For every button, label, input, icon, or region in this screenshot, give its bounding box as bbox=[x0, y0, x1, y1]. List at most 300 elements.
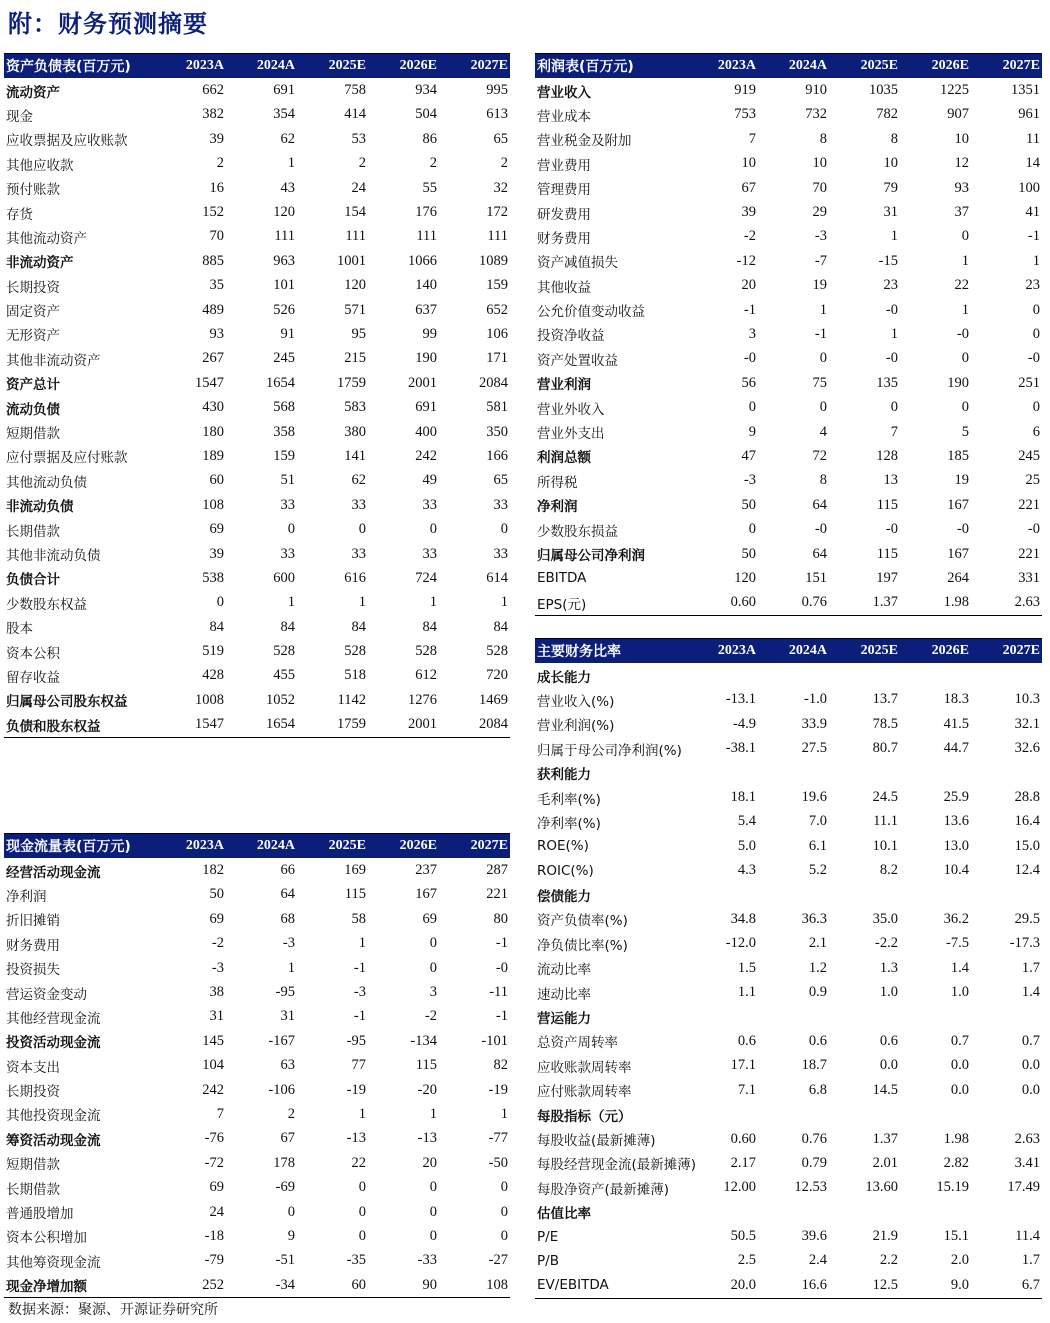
cell-value bbox=[971, 761, 1042, 785]
row-label: 流动资产 bbox=[6, 84, 60, 101]
cell-value: 197 bbox=[876, 569, 898, 586]
cell-value bbox=[829, 761, 900, 785]
cell-value: 0 bbox=[819, 350, 827, 367]
cell-value: 1351 bbox=[1011, 82, 1040, 99]
cell-value: 12.4 bbox=[1014, 862, 1040, 879]
cell-value bbox=[900, 1200, 971, 1224]
cell-value: 84 bbox=[209, 618, 224, 635]
year-header: 2026E bbox=[368, 834, 439, 859]
row-label: 少数股东权益 bbox=[6, 596, 87, 613]
cell-value: 16.6 bbox=[758, 1273, 829, 1298]
cell-value: 12.53 bbox=[794, 1179, 827, 1196]
cell-value bbox=[687, 883, 758, 907]
cell-value: -1 bbox=[743, 301, 756, 318]
cell-value: 25 bbox=[1025, 472, 1040, 489]
table-row bbox=[535, 1176, 1042, 1200]
cell-value: 1066 bbox=[408, 252, 437, 269]
cell-value: -106 bbox=[268, 1081, 295, 1098]
cell-value: 1.98 bbox=[900, 591, 971, 616]
row-label: 应付票据及应付账款 bbox=[6, 450, 128, 467]
row-label: EBITDA bbox=[537, 570, 587, 587]
cell-value: 128 bbox=[876, 447, 898, 464]
cell-value: 1 bbox=[429, 594, 437, 611]
row-label: 预付账款 bbox=[6, 182, 60, 199]
row-label: ROE(%) bbox=[537, 838, 589, 855]
year-header: 2024A bbox=[758, 54, 829, 79]
cell-value: 518 bbox=[344, 667, 366, 684]
row-label: 流动负债 bbox=[6, 401, 60, 418]
table-row bbox=[535, 78, 1042, 102]
table-row bbox=[535, 322, 1042, 346]
table-row bbox=[535, 127, 1042, 151]
cell-value: 1.4 bbox=[950, 959, 969, 976]
table-row bbox=[535, 542, 1042, 566]
table-row bbox=[535, 1078, 1042, 1102]
cell-value: 1.3 bbox=[879, 959, 898, 976]
cell-value: 69 bbox=[209, 910, 224, 927]
cell-value: 95 bbox=[351, 325, 366, 342]
cell-value: 166 bbox=[486, 447, 508, 464]
cell-value: 1.98 bbox=[943, 1130, 969, 1147]
cell-value: 169 bbox=[344, 862, 366, 879]
cell-value bbox=[971, 663, 1042, 687]
cell-value: 251 bbox=[1018, 374, 1040, 391]
cell-value: 0.7 bbox=[1021, 1032, 1040, 1049]
cell-value bbox=[829, 1200, 900, 1224]
cell-value: 538 bbox=[202, 569, 224, 586]
table-row bbox=[4, 274, 510, 298]
cell-value: 1 bbox=[287, 959, 295, 976]
cell-value: 581 bbox=[486, 399, 508, 416]
cell-value: -1 bbox=[814, 325, 827, 342]
cell-value: 430 bbox=[202, 399, 224, 416]
cell-value: 36.2 bbox=[943, 910, 969, 927]
table-row bbox=[535, 517, 1042, 541]
cell-value: 0.6 bbox=[808, 1032, 827, 1049]
cell-value: 33 bbox=[422, 496, 437, 513]
table-row bbox=[4, 127, 510, 151]
cell-value: 20 bbox=[741, 277, 756, 294]
cell-value: 2.17 bbox=[730, 1154, 756, 1171]
row-label: 研发费用 bbox=[537, 206, 591, 223]
row-label: 留存收益 bbox=[6, 669, 60, 686]
cell-value: -33 bbox=[417, 1252, 437, 1269]
cell-value: 7.1 bbox=[737, 1081, 756, 1098]
cell-value: 0 bbox=[1032, 325, 1040, 342]
cell-value: 1142 bbox=[337, 691, 366, 708]
cell-value: 0 bbox=[500, 521, 508, 538]
row-label: 财务费用 bbox=[537, 230, 591, 247]
cell-value bbox=[758, 761, 829, 785]
cell-value: 22 bbox=[351, 1154, 366, 1171]
cell-value bbox=[687, 761, 758, 785]
cell-value: 51 bbox=[280, 472, 295, 489]
cell-value: 1.7 bbox=[1021, 1252, 1040, 1269]
cell-value bbox=[829, 883, 900, 907]
cell-value: 8.2 bbox=[879, 862, 898, 879]
table-row bbox=[4, 493, 510, 517]
table-row bbox=[535, 1273, 1042, 1298]
table-row bbox=[535, 1224, 1042, 1248]
cell-value: 2084 bbox=[439, 713, 510, 738]
cell-value: 8 bbox=[890, 130, 898, 147]
table-row bbox=[535, 103, 1042, 127]
table-header-row bbox=[4, 834, 510, 859]
cell-value: 11 bbox=[1026, 130, 1040, 147]
cell-value: 151 bbox=[805, 569, 827, 586]
table-row bbox=[4, 152, 510, 176]
cell-value: -0 bbox=[885, 521, 898, 538]
cell-value: 382 bbox=[202, 106, 224, 123]
row-label: 股本 bbox=[6, 621, 33, 638]
cell-value: 0.0 bbox=[1021, 1081, 1040, 1098]
cell-value: 0.60 bbox=[687, 591, 758, 616]
year-header: 2027E bbox=[439, 54, 510, 79]
table-row bbox=[535, 1249, 1042, 1273]
cell-value: 0.6 bbox=[737, 1032, 756, 1049]
row-label: 存货 bbox=[6, 206, 33, 223]
cell-value: 22 bbox=[954, 277, 969, 294]
cell-value: 24.5 bbox=[872, 789, 898, 806]
cell-value: 84 bbox=[422, 618, 437, 635]
cell-value: 0.79 bbox=[801, 1154, 827, 1171]
cell-value: 33 bbox=[280, 545, 295, 562]
cell-value: 27.5 bbox=[801, 740, 827, 757]
cell-value: 1547 bbox=[155, 713, 226, 738]
cell-value: 70 bbox=[812, 179, 827, 196]
table-row bbox=[4, 1175, 510, 1199]
cell-value: 111 bbox=[416, 228, 437, 245]
cell-value: 1.2 bbox=[808, 959, 827, 976]
table-row bbox=[4, 1102, 510, 1126]
table-row bbox=[4, 591, 510, 615]
cell-value: 50 bbox=[209, 886, 224, 903]
cell-value: 242 bbox=[202, 1081, 224, 1098]
table-row bbox=[535, 591, 1042, 616]
row-label: 管理费用 bbox=[537, 182, 591, 199]
cell-value: 3 bbox=[748, 325, 756, 342]
cell-value: 12 bbox=[954, 155, 969, 172]
cell-value: -3 bbox=[353, 984, 366, 1001]
cell-value: 120 bbox=[734, 569, 756, 586]
cell-value: 583 bbox=[344, 399, 366, 416]
row-label: 少数股东损益 bbox=[537, 523, 618, 540]
cell-value: 934 bbox=[415, 82, 437, 99]
cell-value: 53 bbox=[351, 130, 366, 147]
cell-value: 963 bbox=[273, 252, 295, 269]
cell-value: 152 bbox=[202, 204, 224, 221]
row-label: 毛利率(%) bbox=[537, 791, 601, 808]
table-row bbox=[4, 956, 510, 980]
row-label: 投资损失 bbox=[6, 962, 60, 979]
cell-value: -0 bbox=[1027, 350, 1040, 367]
row-label: 每股收益(最新摊薄) bbox=[537, 1133, 656, 1149]
table-row bbox=[535, 274, 1042, 298]
cell-value: 11.1 bbox=[873, 813, 898, 830]
row-label: 流动比率 bbox=[537, 962, 591, 979]
table-row bbox=[4, 1224, 510, 1248]
cell-value: -11 bbox=[489, 984, 508, 1001]
cell-value: 2 bbox=[287, 1105, 295, 1122]
year-header: 2027E bbox=[971, 54, 1042, 79]
cell-value: -0 bbox=[1027, 521, 1040, 538]
cell-value: 8 bbox=[819, 130, 827, 147]
cell-value: 528 bbox=[486, 643, 508, 660]
cell-value: 3.41 bbox=[1014, 1154, 1040, 1171]
cell-value: 0 bbox=[748, 399, 756, 416]
cell-value: 0.76 bbox=[801, 1130, 827, 1147]
cell-value bbox=[971, 1005, 1042, 1029]
cell-value: -3 bbox=[211, 959, 224, 976]
row-label: 长期借款 bbox=[6, 1181, 60, 1198]
cell-value: -77 bbox=[488, 1130, 508, 1147]
row-label: 负债和股东权益 bbox=[4, 713, 155, 738]
cell-value: 82 bbox=[493, 1057, 508, 1074]
cell-value: 35 bbox=[209, 277, 224, 294]
cell-value: 0 bbox=[819, 399, 827, 416]
table-row bbox=[535, 980, 1042, 1004]
table-row bbox=[4, 1127, 510, 1151]
table-row bbox=[4, 664, 510, 688]
cell-value: 528 bbox=[415, 643, 437, 660]
cell-value: 758 bbox=[344, 82, 366, 99]
cell-value: 1 bbox=[819, 301, 827, 318]
cell-value: 99 bbox=[422, 325, 437, 342]
cell-value: 1052 bbox=[266, 691, 295, 708]
cell-value: 13.60 bbox=[865, 1179, 898, 1196]
cell-value: 2.63 bbox=[971, 591, 1042, 616]
cell-value: 2001 bbox=[408, 374, 437, 391]
cell-value: 185 bbox=[947, 447, 969, 464]
row-label: 其他非流动负债 bbox=[6, 548, 101, 564]
year-header: 2023A bbox=[687, 639, 758, 664]
table-row bbox=[535, 1054, 1042, 1078]
cell-value: 64 bbox=[280, 886, 295, 903]
row-label: 负债合计 bbox=[6, 572, 60, 589]
row-label: 营业利润 bbox=[537, 377, 591, 394]
cell-value: -13.1 bbox=[725, 691, 756, 708]
cell-value: -2 bbox=[424, 1008, 437, 1025]
cell-value: -101 bbox=[481, 1032, 508, 1049]
cell-value: -76 bbox=[204, 1130, 224, 1147]
cell-value: 79 bbox=[883, 179, 898, 196]
year-header: 2024A bbox=[758, 639, 829, 664]
cell-value: 568 bbox=[273, 399, 295, 416]
cell-value: 33 bbox=[351, 496, 366, 513]
table-row bbox=[535, 395, 1042, 419]
cell-value: 0 bbox=[358, 521, 366, 538]
cell-value: 0 bbox=[429, 935, 437, 952]
table-row bbox=[535, 663, 1042, 687]
year-header: 2025E bbox=[297, 54, 368, 79]
cell-value: 15.1 bbox=[943, 1228, 969, 1245]
cell-value: 428 bbox=[202, 667, 224, 684]
cell-value: 961 bbox=[1018, 106, 1040, 123]
table-row bbox=[4, 1054, 510, 1078]
year-header: 2024A bbox=[226, 54, 297, 79]
cell-value: -1 bbox=[1027, 228, 1040, 245]
cell-value: -1 bbox=[495, 1008, 508, 1025]
cell-value: 75 bbox=[812, 374, 827, 391]
cell-value: 72 bbox=[812, 447, 827, 464]
cell-value: 885 bbox=[202, 252, 224, 269]
cell-value: 6.8 bbox=[808, 1081, 827, 1098]
table-row bbox=[535, 566, 1042, 590]
cell-value: -0 bbox=[743, 350, 756, 367]
cell-value: 11.4 bbox=[1015, 1228, 1040, 1245]
cell-value: 115 bbox=[344, 886, 366, 903]
cell-value: 77 bbox=[351, 1057, 366, 1074]
cell-value: 32 bbox=[493, 179, 508, 196]
table-row bbox=[4, 1151, 510, 1175]
row-label: 资本支出 bbox=[6, 1059, 60, 1076]
year-header: 2024A bbox=[226, 834, 297, 859]
table-row bbox=[535, 176, 1042, 200]
row-label: 公允价值变动收益 bbox=[537, 304, 645, 321]
cell-value: 41.5 bbox=[943, 715, 969, 732]
cell-value: 62 bbox=[280, 130, 295, 147]
cell-value: -3 bbox=[282, 935, 295, 952]
table-row bbox=[535, 761, 1042, 785]
cell-value: 0.76 bbox=[758, 591, 829, 616]
cell-value: 7 bbox=[216, 1105, 224, 1122]
table-title: 主要财务比率 bbox=[535, 639, 687, 664]
cell-value: -69 bbox=[275, 1179, 295, 1196]
table-header-row bbox=[535, 54, 1042, 79]
cell-value: 10 bbox=[954, 130, 969, 147]
row-label: 应收账款周转率 bbox=[537, 1059, 632, 1076]
cell-value bbox=[687, 1102, 758, 1126]
cell-value: 60 bbox=[209, 472, 224, 489]
cell-value: 1225 bbox=[940, 82, 969, 99]
row-label: 获利能力 bbox=[537, 767, 591, 784]
year-header: 2026E bbox=[900, 54, 971, 79]
cell-value: 0 bbox=[429, 521, 437, 538]
cell-value: 10.4 bbox=[943, 862, 969, 879]
cell-value: 0 bbox=[961, 228, 969, 245]
cell-value: 1 bbox=[358, 594, 366, 611]
cell-value: 78.5 bbox=[872, 715, 898, 732]
table-row bbox=[4, 1029, 510, 1053]
cell-value: 154 bbox=[344, 204, 366, 221]
year-header: 2023A bbox=[687, 54, 758, 79]
cell-value: -19 bbox=[346, 1081, 366, 1098]
cell-value: -0 bbox=[814, 521, 827, 538]
cell-value: 0 bbox=[287, 521, 295, 538]
cell-value: 1 bbox=[287, 155, 295, 172]
cell-value: 720 bbox=[486, 667, 508, 684]
cell-value: 86 bbox=[422, 130, 437, 147]
cell-value: 919 bbox=[734, 82, 756, 99]
cell-value: 33 bbox=[422, 545, 437, 562]
cell-value: 6 bbox=[1032, 423, 1040, 440]
cell-value: 29 bbox=[812, 204, 827, 221]
cell-value: 106 bbox=[486, 325, 508, 342]
table-row bbox=[535, 152, 1042, 176]
cell-value: 10 bbox=[812, 155, 827, 172]
cell-value: 4 bbox=[819, 423, 827, 440]
cell-value: -2 bbox=[211, 935, 224, 952]
cell-value: 3 bbox=[429, 984, 437, 1001]
cell-value: 0 bbox=[890, 399, 898, 416]
cell-value: 120 bbox=[344, 277, 366, 294]
row-label: 偿债能力 bbox=[537, 889, 591, 906]
cell-value: 0 bbox=[748, 521, 756, 538]
table-row bbox=[4, 688, 510, 712]
cell-value: -12 bbox=[736, 252, 756, 269]
cell-value bbox=[829, 1102, 900, 1126]
cell-value: 637 bbox=[415, 301, 437, 318]
row-label: 投资活动现金流 bbox=[6, 1035, 101, 1052]
cell-value: 13.6 bbox=[943, 813, 969, 830]
cell-value: 526 bbox=[273, 301, 295, 318]
year-header: 2026E bbox=[368, 54, 439, 79]
cell-value: 652 bbox=[486, 301, 508, 318]
table-header-row bbox=[535, 639, 1042, 664]
cell-value: -167 bbox=[268, 1032, 295, 1049]
table-row bbox=[535, 956, 1042, 980]
cell-value: 44.7 bbox=[943, 740, 969, 757]
table-row bbox=[4, 444, 510, 468]
cell-value: 190 bbox=[947, 374, 969, 391]
cell-value: 190 bbox=[415, 350, 437, 367]
cell-value: 47 bbox=[741, 447, 756, 464]
cell-value: 287 bbox=[486, 862, 508, 879]
cell-value: 0 bbox=[287, 1203, 295, 1220]
cell-value: 724 bbox=[415, 569, 437, 586]
cell-value: 6.1 bbox=[808, 837, 827, 854]
cell-value: 84 bbox=[280, 618, 295, 635]
cell-value: 189 bbox=[202, 447, 224, 464]
cell-value: 0 bbox=[429, 959, 437, 976]
cell-value: -95 bbox=[346, 1032, 366, 1049]
table-row bbox=[4, 932, 510, 956]
row-label: 长期借款 bbox=[6, 523, 60, 540]
cell-value: 10.1 bbox=[872, 837, 898, 854]
source-note: 数据来源：聚源、开源证券研究所 bbox=[8, 1302, 218, 1318]
cell-value: 34.8 bbox=[730, 910, 756, 927]
cell-value: 115 bbox=[876, 496, 898, 513]
cell-value: 1.4 bbox=[1021, 984, 1040, 1001]
cell-value: 1 bbox=[1032, 252, 1040, 269]
cell-value: 613 bbox=[486, 106, 508, 123]
cell-value: 64 bbox=[812, 496, 827, 513]
cell-value: 13.0 bbox=[943, 837, 969, 854]
cell-value: 7 bbox=[890, 423, 898, 440]
cell-value: 69 bbox=[422, 910, 437, 927]
cell-value: -0 bbox=[956, 521, 969, 538]
row-label: 成长能力 bbox=[537, 669, 591, 686]
row-label: 每股指标（元） bbox=[537, 1108, 632, 1125]
cell-value: 616 bbox=[344, 569, 366, 586]
cell-value: 145 bbox=[202, 1032, 224, 1049]
table-title: 利润表(百万元) bbox=[535, 54, 687, 79]
cell-value: 120 bbox=[273, 204, 295, 221]
row-label: 归属母公司股东权益 bbox=[6, 694, 128, 711]
cell-value: -34 bbox=[226, 1273, 297, 1298]
cell-value: -1 bbox=[353, 1008, 366, 1025]
cell-value: 111 bbox=[274, 228, 295, 245]
row-label: 其他非流动资产 bbox=[6, 352, 101, 369]
cell-value: 33 bbox=[351, 545, 366, 562]
cell-value bbox=[900, 1005, 971, 1029]
cell-value: 23 bbox=[883, 277, 898, 294]
cell-value: 612 bbox=[415, 667, 437, 684]
cell-value: 14 bbox=[1025, 155, 1040, 172]
cell-value: -0 bbox=[956, 325, 969, 342]
cell-value: -79 bbox=[204, 1252, 224, 1269]
table-row bbox=[4, 1249, 510, 1273]
